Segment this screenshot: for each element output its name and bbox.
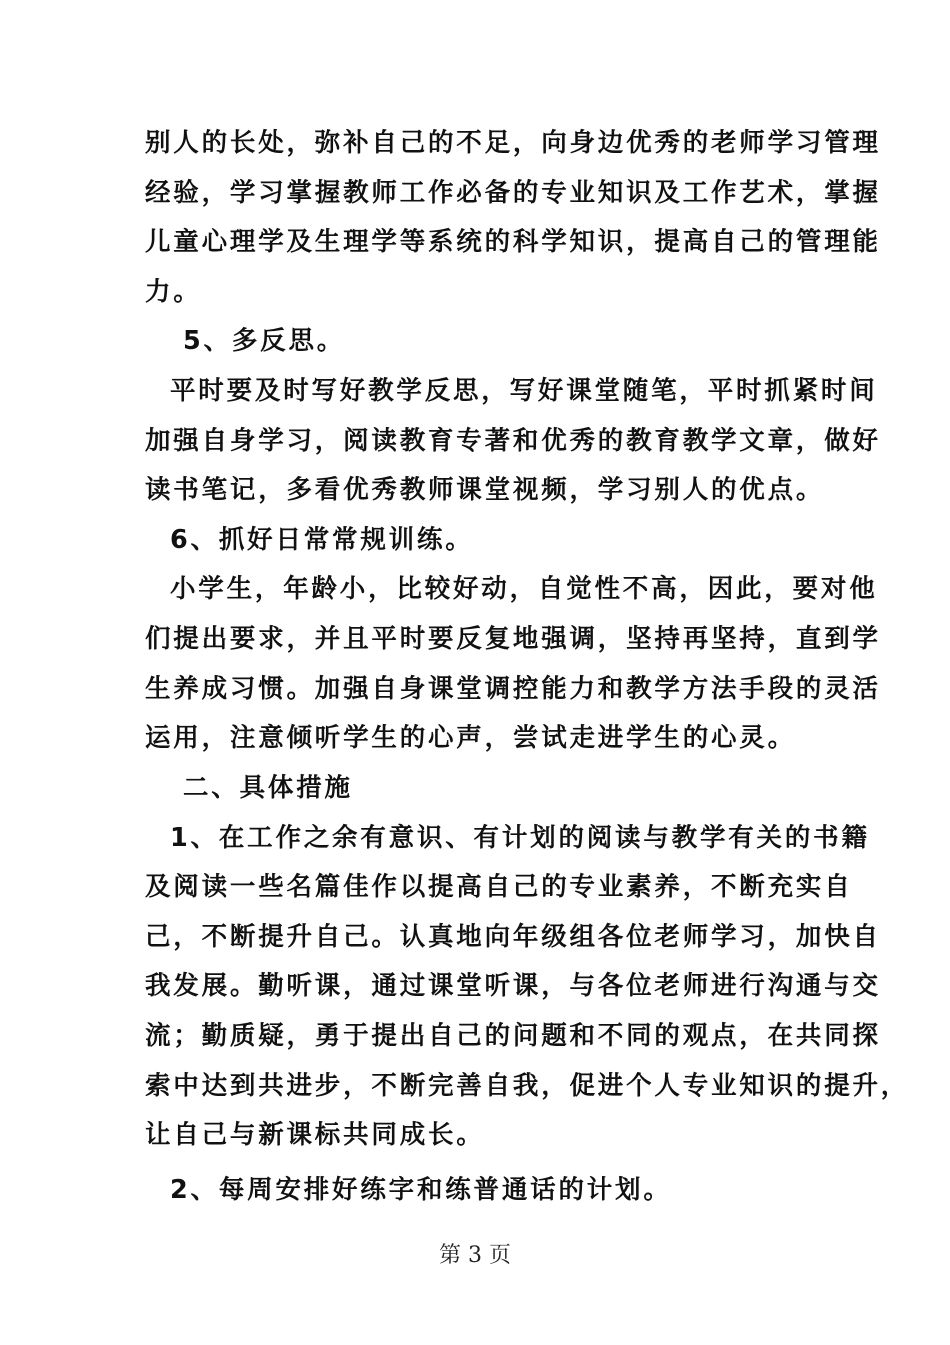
text-line: 索中达到共进步，不断完善自我，促进个人专业知识的提升， xyxy=(145,1071,910,1101)
text-line: 运用，注意倾听学生的心声，尝试走进学生的心灵。 xyxy=(145,723,796,753)
text-line: 让自己与新课标共同成长。 xyxy=(145,1120,485,1150)
text-line: 经验，学习掌握教师工作必备的专业知识及工作艺术，掌握 xyxy=(145,178,881,208)
text-line: 别人的长处，弥补自己的不足，向身边优秀的老师学习管理 xyxy=(145,128,881,158)
text-line: 生养成习惯。加强自身课堂调控能力和教学方法手段的灵活 xyxy=(145,674,881,704)
text-line: 我发展。勤听课，通过课堂听课，与各位老师进行沟通与交 xyxy=(145,971,881,1001)
text-line: 们提出要求，并且平时要反复地强调，坚持再坚持，直到学 xyxy=(145,624,881,654)
section-heading: 5、多反思。 xyxy=(183,326,346,356)
section-heading: 6、抓好日常常规训练。 xyxy=(170,525,474,555)
text-line: 及阅读一些名篇佳作以提高自己的专业素养，不断充实自 xyxy=(145,872,853,902)
text-line: 加强自身学习，阅读教育专著和优秀的教育教学文章，做好 xyxy=(145,426,881,456)
text-line: 己，不断提升自己。认真地向年级组各位老师学习，加快自 xyxy=(145,922,881,952)
text-line: 流；勤质疑，勇于提出自己的问题和不同的观点，在共同探 xyxy=(145,1021,881,1051)
text-line: 1、在工作之余有意识、有计划的阅读与教学有关的书籍 xyxy=(170,823,870,853)
text-line: 儿童心理学及生理学等系统的科学知识，提高自己的管理能 xyxy=(145,227,881,257)
page-number: 第 3 页 xyxy=(439,1243,511,1268)
text-line: 2、每周安排好练字和练普通话的计划。 xyxy=(170,1175,672,1205)
text-line: 力。 xyxy=(145,277,202,307)
text-line: 平时要及时写好教学反思，写好课堂随笔，平时抓紧时间 xyxy=(170,376,878,406)
section-heading: 二、具体措施 xyxy=(183,773,353,803)
text-line: 小学生，年龄小，比较好动，自觉性不高，因此，要对他 xyxy=(170,574,878,604)
text-line: 读书笔记，多看优秀教师课堂视频，学习别人的优点。 xyxy=(145,475,825,505)
